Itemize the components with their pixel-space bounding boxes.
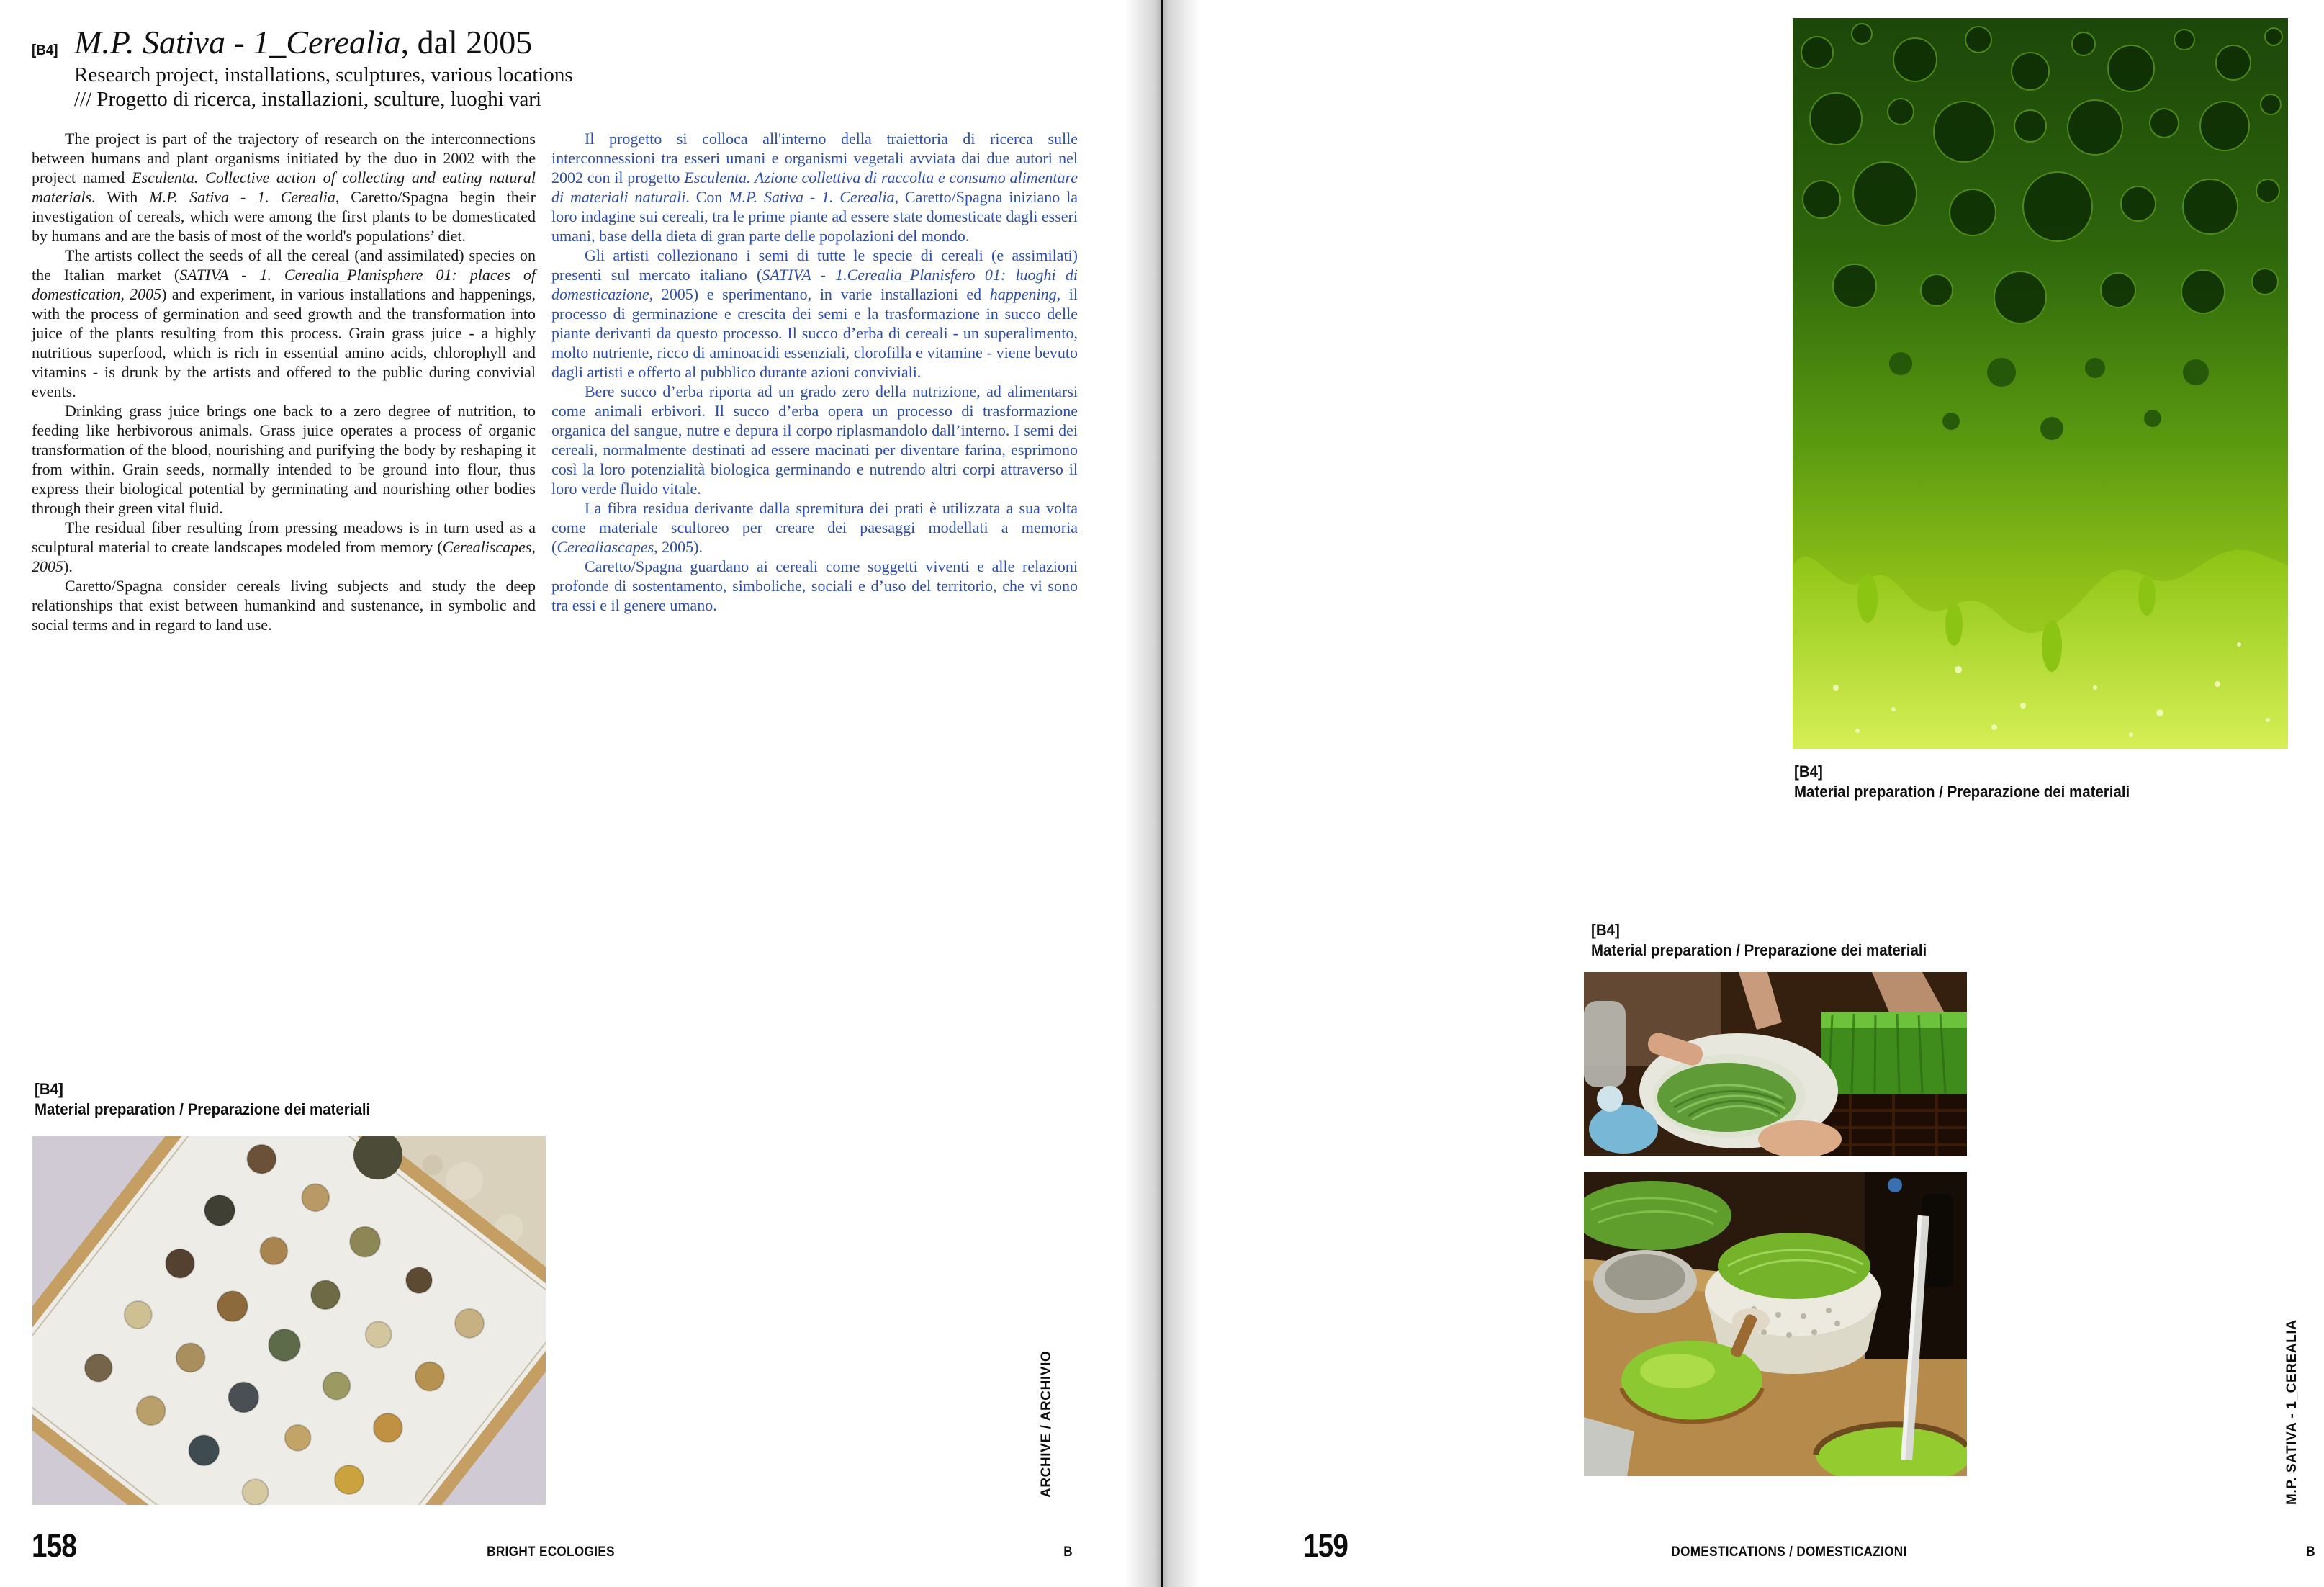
footer-series-title: BRIGHT ECOLOGIES — [487, 1545, 615, 1560]
book-spine-gutter — [1125, 0, 1199, 1587]
photo-caption-left — [35, 1079, 370, 1120]
seed-box-photo — [32, 1136, 546, 1505]
photo-caption-lower — [1591, 920, 1927, 961]
page-title-work-name: M.P. Sativa - 1_Cerealia — [74, 24, 401, 60]
vertical-label-work-title: M.P. SATIVA - 1_CEREALIA — [2284, 1319, 2300, 1505]
footer-section-letter-left: B — [1063, 1545, 1073, 1560]
caption-ref: [B4] — [1794, 763, 1823, 781]
caption-ref: [B4] — [1591, 921, 1620, 939]
paragraph: Bere succo d’erba riporta ad un grado zero della nutrizione, ad alimentarsi come animali erbivori. Il succo d’erba opera un processo di trasformazione organica del sangue, nutre e depura il corpo riplasmandolo dall’interno. I semi dei cereali, normalmente destinati ad essere macinati per diventare farina, esprimono così la loro potenzialità biologica germinando e nutrendo altri corpi attraverso il loro verde fluido vitale. — [551, 382, 1078, 498]
caption-text: Material preparation / Preparazione dei materiali — [1794, 783, 2130, 801]
body-text-english — [32, 129, 536, 634]
page-number-158: 158 — [32, 1527, 77, 1564]
page-title-date: , dal 2005 — [400, 24, 533, 60]
grass-bowl-photo — [1584, 972, 1967, 1156]
subtitle-english: Research project, installations, sculptures, various locations — [74, 63, 573, 86]
footer-chapter-title: DOMESTICATIONS / DOMESTICAZIONI — [1671, 1545, 1907, 1560]
subtitle-italian: /// Progetto di ricerca, installazioni, sculture, luoghi vari — [74, 88, 542, 111]
page-number-159: 159 — [1303, 1527, 1348, 1564]
page-title — [74, 24, 532, 60]
section-ref-header: [B4] — [32, 42, 58, 58]
vertical-label-archive: ARCHIVE / ARCHIVIO — [1039, 1350, 1054, 1498]
caption-text: Material preparation / Preparazione dei materiali — [35, 1100, 371, 1118]
paragraph: Drinking grass juice brings one back to a zero degree of nutrition, to feeding like herbivorous animals. Grass juice operates a process of organic transformation of the blood, nourishing and purifying the body by reshaping it from within. Grain seeds, normally intended to be ground into flour, thus express their biological potential by germinating and nourishing other bodies through their green vital fluid. — [32, 402, 536, 517]
body-text-italian — [551, 129, 1078, 615]
caption-text: Material preparation / Preparazione dei materiali — [1591, 941, 1927, 959]
footer-section-letter-right: B — [2306, 1545, 2315, 1560]
photo-caption-hero — [1794, 762, 2130, 802]
worktable-photo — [1584, 1172, 1967, 1476]
paragraph: The artists collect the seeds of all the cereal (and assimilated) species on the Italian market (SATIVA - 1. Cerealia_Planisphere 01: places of domestication, 2005) and experiment, in various installations and happenings, with the process of germination and seed growth and the transformation into juice of the plants resulting from this process. Grain grass juice - a highly nutritious superfood, which is rich in essential amino acids, chlorophyll and vitamins - is drunk by the artists and offered to the public during convivial events. — [32, 246, 536, 400]
paragraph: La fibra residua derivante dalla spremitura dei prati è utilizzata a sua volta come materiale scultoreo per creare dei paesaggi modellati a memoria (Cerealiascapes, 2005). — [551, 499, 1078, 556]
caption-ref: [B4] — [35, 1080, 63, 1098]
paragraph: The residual fiber resulting from pressing meadows is in turn used as a sculptural material to create landscapes modeled from memory (Cerealiscapes, 2005). — [32, 518, 536, 575]
paragraph: Il progetto si colloca all'interno della traiettoria di ricerca sulle interconnessioni tra esseri umani e organismi vegetali avviata dai due autori nel 2002 con il progetto Esculenta. Azione collettiva di raccolta e consumo alimentare di materiali naturali. Con M.P. Sativa - 1. Cerealia, Caretto/Spagna iniziano la loro indagine sui cereali, tra le prime piante ad essere state domesticate dagli esseri umani, base della dieta di gran parte delle popolazioni del mondo. — [551, 130, 1078, 245]
paragraph: Caretto/Spagna guardano ai cereali come soggetti viventi e alle relazioni profonde di sostentamento, simboliche, sociali e d’uso del territorio, che vi sono tra essi e il genere umano. — [551, 557, 1078, 614]
green-juice-photo — [1793, 18, 2288, 749]
paragraph: Gli artisti collezionano i semi di tutte le specie di cereali (e assimilati) presenti sul mercato italiano (SATIVA - 1.Cerealia_Planisfero 01: luoghi di domesticazione, 2005) e sperimentano, in varie installazioni ed happening, il processo di germinazione e crescita dei semi e la trasformazione in succo delle piante derivanti da questo processo. Il succo d’erba di cereali - un superalimento, molto nutriente, ricco di aminoacidi essenziali, clorofilla e vitamine - viene bevuto dagli artisti e offerto al pubblico durante azioni conviviali. — [551, 246, 1078, 381]
paragraph: Caretto/Spagna consider cereals living subjects and study the deep relationships that exist between humankind and sustenance, in symbolic and social terms and in regard to land use. — [32, 577, 536, 634]
paragraph: The project is part of the trajectory of research on the interconnections between humans and plant organisms initiated by the duo in 2002 with the project named Esculenta. Collective action of collecting and eating natural materials. With M.P. Sativa - 1. Cerealia, Caretto/Spagna begin their investigation of cereals, which were among the first plants to be domesticated by humans and are the basis of most of the world's populations’ diet. — [32, 130, 536, 245]
